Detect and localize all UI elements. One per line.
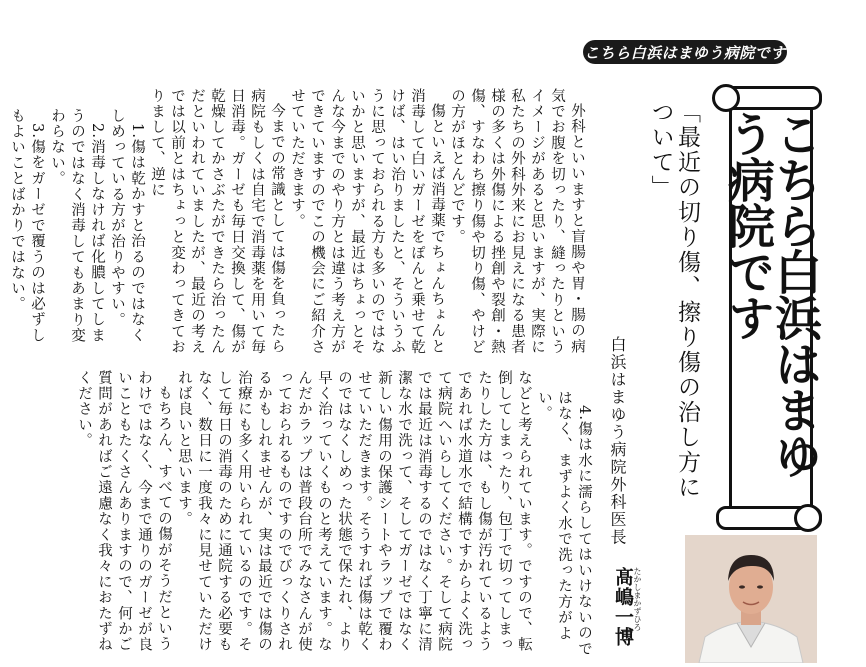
author-name: 髙嶋一博: [612, 567, 634, 647]
list-text: 傷は乾かすと治るのではなくしめっている方が治りやすい。: [109, 108, 145, 344]
list-number: 2.: [89, 122, 105, 140]
doctor-portrait-icon: [685, 535, 817, 663]
list-item: [107, 88, 147, 358]
article-body-upper: [9, 88, 587, 358]
article-title: 「最近の切り傷、擦り傷の治し方について」: [647, 100, 700, 500]
list-text: 傷は水に濡らしてはいけないのではなく、まずよく水で洗った方がよい。: [536, 390, 592, 657]
author-affiliation: 白浜はまゆう病院外科医長: [608, 336, 627, 546]
list-item: [7, 88, 47, 358]
banner-title-text: こちら白浜はまゆう病院です: [720, 110, 822, 478]
article-body-lower: [76, 370, 594, 660]
scroll-curl-icon: [794, 504, 822, 532]
section-header-tag: こちら白浜はまゆう病院です: [583, 40, 787, 64]
doctor-photo: [685, 535, 817, 663]
title-banner-scroll: [716, 86, 822, 530]
intro-paragraph-1: 外科といいますと盲腸や胃・腸の病気でお腹を切ったり、縫ったりというイメージがあると思いますが、実際に私たちの外科外来にお見えになる患者様の多くは外傷による挫創や裂創・熱傷、すなわち擦り傷や切り傷、やけどの方がほとんどです。: [449, 88, 585, 355]
list-item: [534, 370, 594, 660]
list-text: 傷をガーゼで覆うのは必ずしもよいことばかりではない。: [9, 108, 45, 344]
list-number: 3.: [29, 122, 45, 140]
banner-title: [720, 110, 822, 508]
list-number: 4.: [576, 404, 592, 422]
author-name-ruby: たかしまかずひろ: [633, 567, 642, 631]
list-number: 1.: [129, 122, 145, 140]
list-item: [47, 88, 107, 358]
closing-paragraph-1: などと考えられています。ですので、転倒してしまったり、包丁で切ってしまったりした方は、もし傷が汚れているようであれば水道水で結構ですからよく洗って病院へいらしてください。そして病院では最近は消毒するのではなく丁寧に清潔な水で洗って、そしてガーゼではなく新しい傷用の保護シートやラップで覆わせていただきます。そうすれば傷は乾くのではなくしめった状態で保たれ、より早く治っていくものと考えています。なんだかラップは普段台所でみなさんが使っておられるものですのでびっくりされるかもしれませんが、実は最近では傷の治療にも多く用いられているのです。そして毎日の消毒のために通院する必要もなく、数日に一度我々に見せていただければ良いと思います。: [176, 370, 532, 653]
list-text: 消毒しなければ化膿してしまうのではなく消毒してもあまり変わらない。: [49, 108, 105, 344]
closing-paragraph-2: もちろん、すべての傷がそうだというわけではなく、今まで通りのガーゼが良いこともたくさんありますので、何かご質問があればご遠慮なく我々におたずねください。: [76, 370, 172, 653]
intro-paragraph-3: 今までの常識としては傷を負ったら病院もしくは自宅で消毒薬を用いて毎日消毒。ガーゼも毎日交換して、傷が乾燥してかさぶたができたら治ったんだといわれていましたが、最近の考えでは以前とはちょっと変わってきておりまして、逆に: [149, 88, 285, 355]
numbered-list: [7, 88, 147, 358]
scroll-curl-icon: [712, 84, 740, 112]
intro-paragraph-2: 傷といえば消毒薬でちょんちょんと消毒して白いガーゼをぽんと乗せて乾けば、はい治りましたと、そういうふうに思っておられる方も多いのではないかと思いますが、最近はちょっとそんな今までのやり方とは違う考え方ができていますのでこの機会にご紹介させていただきます。: [289, 88, 445, 355]
